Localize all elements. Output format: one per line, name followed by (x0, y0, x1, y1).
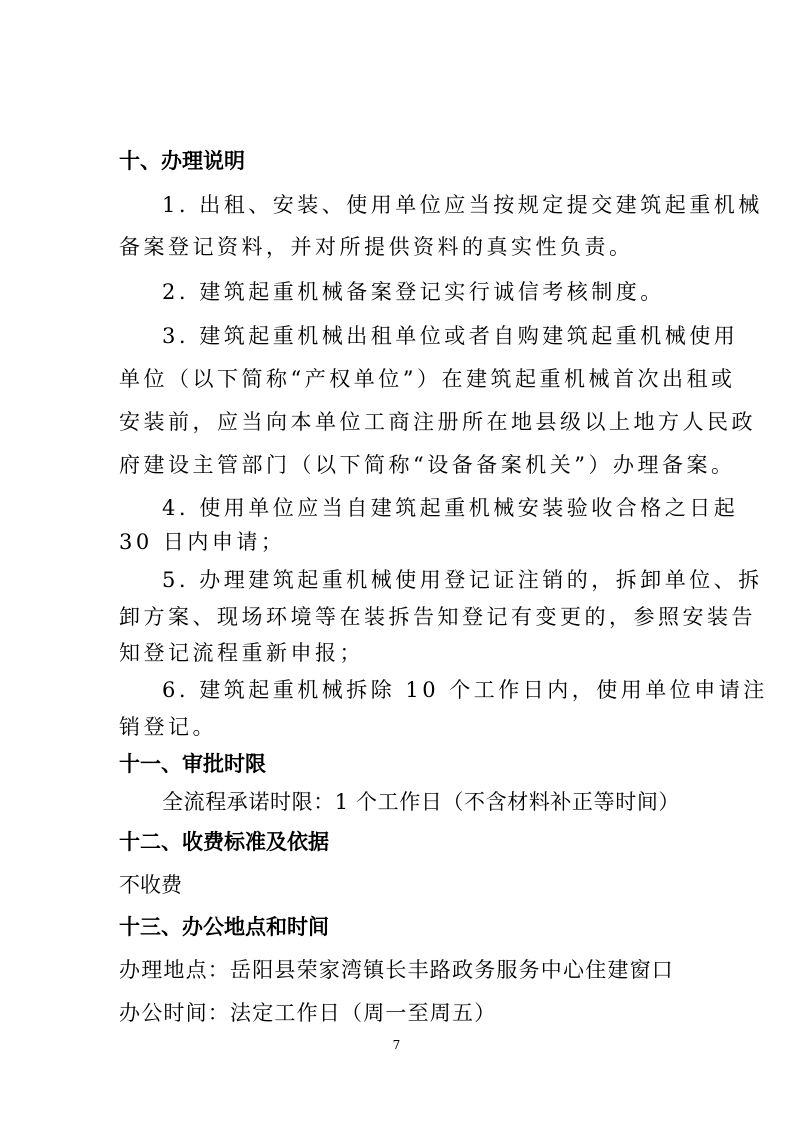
page-number: 7 (392, 1038, 401, 1052)
item-3-line-2: 单位（以下简称“产权单位”）在建筑起重机械首次出租或 (119, 367, 736, 391)
office-location: 办理地点：岳阳县荣家湾镇长丰路政务服务中心住建窗口 (119, 958, 674, 982)
section-12-heading: 十二、收费标准及依据 (119, 830, 329, 854)
item-3-line-3: 安装前，应当向本单位工商注册所在地县级以上地方人民政 (119, 410, 756, 434)
fee-standard: 不收费 (119, 873, 182, 897)
item-5-line-1: 5. 办理建筑起重机械使用登记证注销的，拆卸单位、拆 (162, 568, 763, 592)
item-5-line-2: 卸方案、现场环境等在装拆告知登记有变更的，参照安装告 (119, 605, 756, 629)
item-2-line-1: 2. 建筑起重机械备案登记实行诚信考核制度。 (162, 280, 665, 304)
item-6-line-2: 销登记。 (119, 715, 217, 739)
item-4-line-2: 30 日内申请； (119, 530, 286, 554)
item-1-line-1: 1. 出租、安装、使用单位应当按规定提交建筑起重机械 (162, 193, 763, 217)
item-1-line-2: 备案登记资料，并对所提供资料的真实性负责。 (119, 235, 634, 259)
office-hours: 办公时间：法定工作日（周一至周五） (119, 1001, 497, 1025)
section-13-heading: 十三、办公地点和时间 (119, 915, 329, 939)
item-4-line-1: 4. 使用单位应当自建筑起重机械安装验收合格之日起 (162, 496, 739, 520)
approval-time-limit: 全流程承诺时限：1 个工作日（不含材料补正等时间） (162, 790, 681, 814)
section-11-heading: 十一、审批时限 (119, 752, 266, 776)
item-5-line-3: 知登记流程重新申报； (119, 641, 364, 665)
item-3-line-4: 府建设主管部门（以下简称“设备备案机关”）办理备案。 (119, 453, 736, 477)
item-6-line-1: 6. 建筑起重机械拆除 10 个工作日内，使用单位申请注 (162, 678, 768, 702)
item-3-line-1: 3. 建筑起重机械出租单位或者自购建筑起重机械使用 (162, 324, 739, 348)
section-10-heading: 十、办理说明 (119, 149, 245, 173)
